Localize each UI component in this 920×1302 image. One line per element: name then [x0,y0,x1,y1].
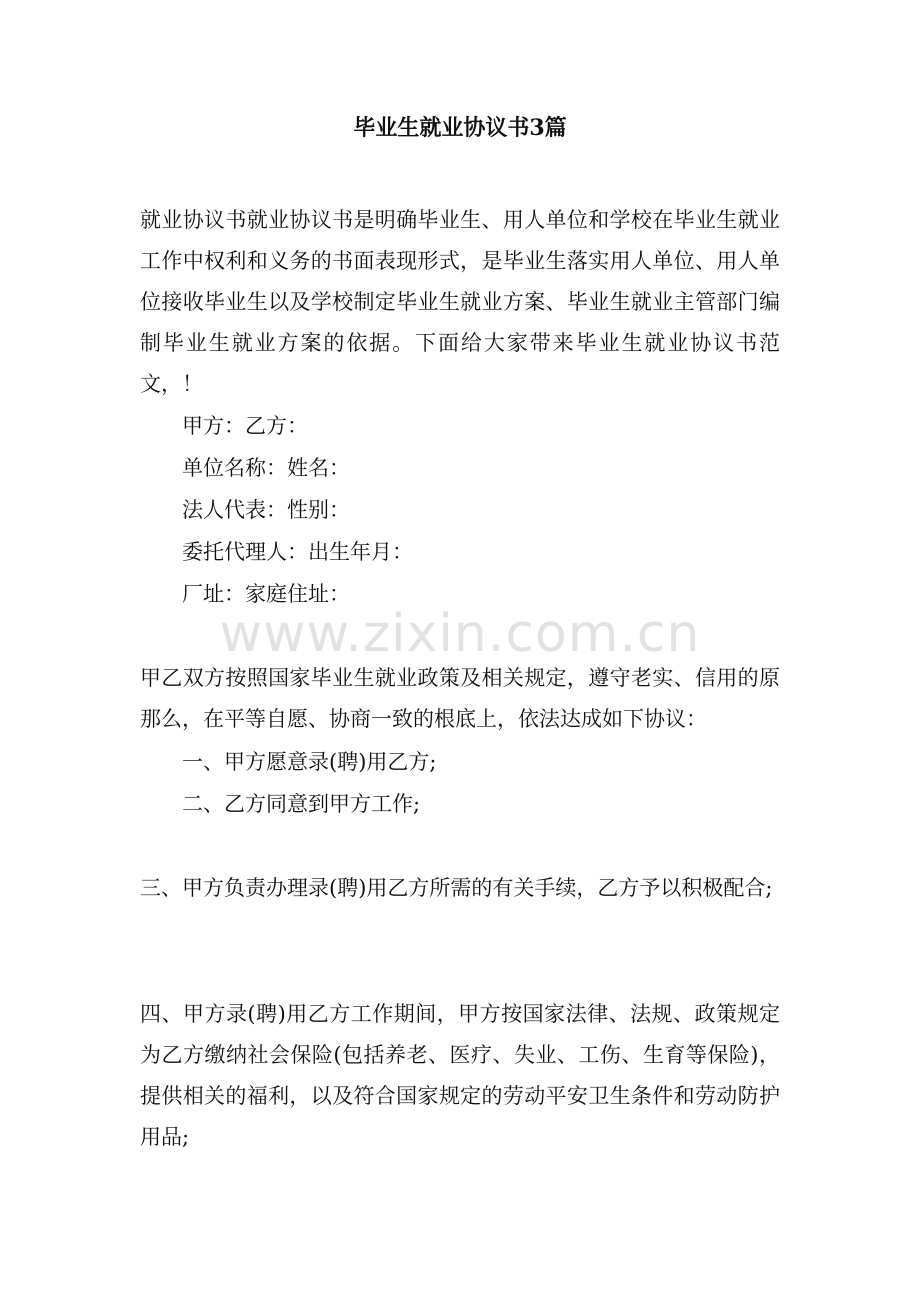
field-agent-line: 委托代理人：出生年月： [182,540,413,564]
clause-3: 三、甲方负责办理录(聘)用乙方所需的有关手续，乙方予以积极配合; [140,876,773,900]
agreement-intro-paragraph: 甲乙双方按照国家毕业生就业政策及相关规定，遵守老实、信用的原那么，在平等自愿、协商一致的根底上，依法达成如下协议： [140,666,780,731]
clause-4: 四、甲方录(聘)用乙方工作期间，甲方按国家法律、法规、政策规定为乙方缴纳社会保险(包括养老、医疗、失业、工伤、生育等保险)，提供相关的福利，以及符合国家规定的劳动平安卫生条件和劳动防护用品; [140,1002,780,1149]
field-party-line: 甲方：乙方： [182,414,308,438]
clause-1: 一、甲方愿意录(聘)用乙方; [182,750,437,774]
clause-2: 二、乙方同意到甲方工作; [182,792,421,816]
field-legal-rep-line: 法人代表：性别： [182,498,350,522]
intro-paragraph: 就业协议书就业协议书是明确毕业生、用人单位和学校在毕业生就业工作中权利和义务的书面表现形式，是毕业生落实用人单位、用人单位接收毕业生以及学校制定毕业生就业方案、毕业生就业主管部门编制毕业生就业方案的依据。下面给大家带来毕业生就业协议书范文，！ [140,208,780,396]
field-address-line: 厂址：家庭住址： [182,582,350,606]
document-title: 毕业生就业协议书3篇 [353,115,567,141]
watermark-text: www.zixin.com.cn [219,604,701,664]
field-unit-name-line: 单位名称：姓名： [182,456,350,480]
